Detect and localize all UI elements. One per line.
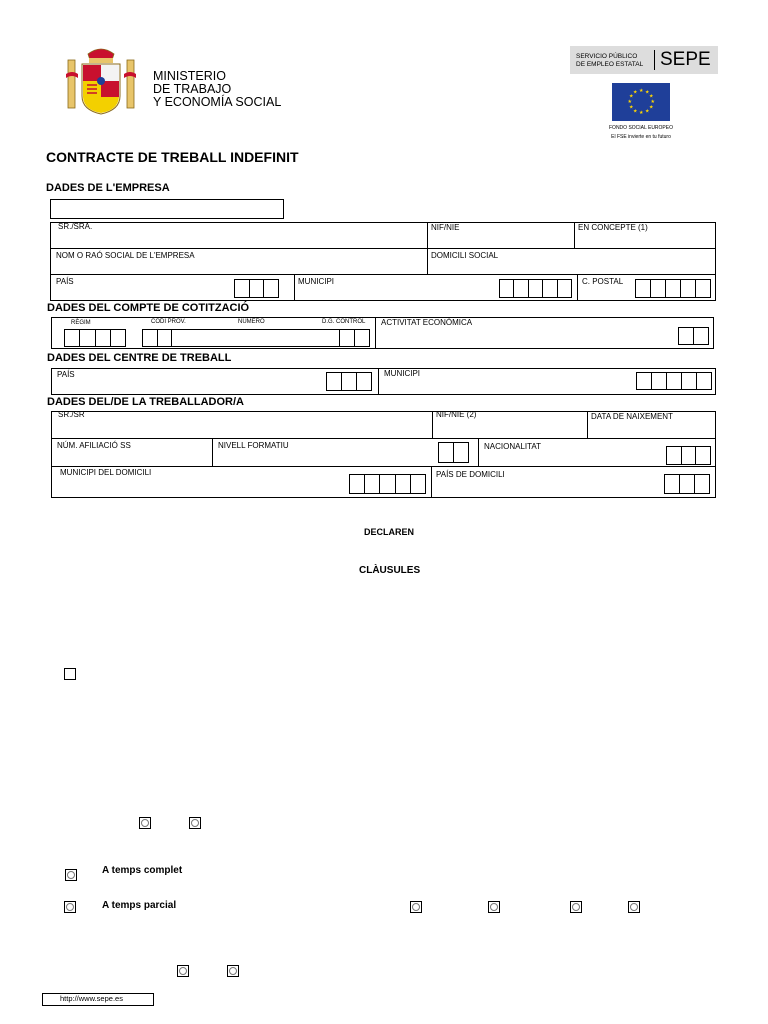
empresa-cpostal-cells[interactable] (635, 279, 711, 298)
treballador-nif-label: NIF/NIE (2) (436, 410, 477, 419)
svg-text:★: ★ (649, 93, 654, 100)
regim-label: RÈGIM (71, 320, 91, 326)
svg-text:★: ★ (633, 108, 638, 115)
dcontrol-cells[interactable] (339, 329, 370, 347)
bottom-option-checkbox-2[interactable] (227, 965, 239, 977)
footer-url-link[interactable]: http://www.sepe.es (60, 994, 123, 1003)
numero-field[interactable] (171, 329, 340, 347)
sepe-logo (570, 46, 718, 74)
parcial-option-checkbox-2[interactable] (488, 901, 500, 913)
treballador-pais-label: PAÍS DE DOMICILI (436, 470, 505, 479)
ministry-line-1: MINISTERIO (153, 69, 226, 83)
svg-text:★: ★ (645, 89, 650, 96)
parcial-option-checkbox-3[interactable] (570, 901, 582, 913)
sepe-subtitle-2: DE EMPLEO ESTATAL (576, 61, 644, 68)
empresa-sr-label: SR./SRA. (58, 222, 93, 231)
bottom-option-checkbox-1[interactable] (177, 965, 189, 977)
svg-text:★: ★ (629, 104, 634, 111)
ministry-line-3: Y ECONOMÍA SOCIAL (153, 95, 282, 109)
temps-complet-label: A temps complet (102, 865, 183, 876)
centre-heading: DADES DEL CENTRE DE TREBALL (47, 352, 232, 364)
svg-text:★: ★ (629, 93, 634, 100)
svg-text:★: ★ (649, 104, 654, 111)
svg-text:★: ★ (645, 108, 650, 115)
sepe-subtitle-1: SERVICIO PÚBLICO (576, 53, 638, 60)
empresa-table (50, 222, 716, 301)
empresa-nif-label: NIF/NIE (431, 223, 460, 232)
option-checkbox-1[interactable] (139, 817, 151, 829)
nacionalitat-cells[interactable] (666, 446, 711, 465)
activitat-label: ACTIVITAT ECONÒMICA (381, 318, 473, 327)
empresa-cpostal-label: C. POSTAL (582, 277, 624, 286)
declaren-heading: DECLAREN (364, 527, 415, 537)
ministry-line-2: DE TRABAJO (153, 82, 232, 96)
centre-municipi-cells[interactable] (636, 372, 712, 390)
temps-parcial-checkbox[interactable] (64, 901, 76, 913)
empresa-concepte-label: EN CONCEPTE (1) (578, 223, 648, 232)
parcial-option-checkbox-4[interactable] (628, 901, 640, 913)
svg-text:★: ★ (650, 99, 655, 105)
svg-text:★: ★ (639, 110, 644, 116)
svg-text:★: ★ (633, 89, 638, 96)
treballador-municipi-label: MUNICIPI DEL DOMICILI (60, 468, 152, 477)
document-title: CONTRACTE DE TREBALL INDEFINIT (46, 149, 299, 165)
codi-prov-label: CODI PROV. (151, 319, 186, 325)
temps-parcial-label: A temps parcial (102, 900, 177, 911)
treballador-nivell-label: NIVELL FORMATIU (218, 441, 289, 450)
sepe-wordmark: SEPE (660, 49, 711, 70)
empresa-pais-label: PAÍS (56, 277, 74, 286)
empresa-nom-label: NOM O RAÓ SOCIAL DE L'EMPRESA (56, 251, 195, 260)
svg-text:★: ★ (639, 88, 644, 94)
ministry-name (153, 70, 281, 109)
treballador-afiliacio-label: NÚM. AFILIACIÓ SS (57, 441, 131, 450)
empresa-municipi-label: MUNICIPI (298, 277, 334, 286)
empresa-municipi-cells[interactable] (499, 279, 572, 298)
municipi-domicili-cells[interactable] (349, 474, 426, 494)
option-checkbox-2[interactable] (189, 817, 201, 829)
centre-municipi-label: MUNICIPI (384, 369, 420, 378)
numero-label: NÚMERO (238, 319, 265, 325)
empresa-domicili-label: DOMICILI SOCIAL (431, 251, 499, 260)
empresa-pais-cells[interactable] (234, 279, 279, 298)
temps-complet-checkbox[interactable] (65, 869, 77, 881)
cotitzacio-heading: DADES DEL COMPTE DE COTITZACIÓ (47, 302, 250, 314)
eu-flag-icon (612, 83, 670, 121)
clause-checkbox[interactable] (64, 668, 76, 680)
treballador-nacionalitat-label: NACIONALITAT (484, 442, 542, 451)
codi-prov-cells[interactable] (142, 329, 172, 347)
treballador-sr-label: SR./SR (58, 410, 85, 419)
pais-domicili-cells[interactable] (664, 474, 710, 494)
empresa-top-field[interactable] (50, 199, 284, 219)
treballador-heading: DADES DEL/DE LA TREBALLADOR/A (47, 396, 244, 408)
empresa-heading: DADES DE L'EMPRESA (46, 182, 170, 194)
clausules-heading: CLÀUSULES (359, 565, 421, 576)
activitat-cells[interactable] (678, 327, 709, 345)
centre-pais-cells[interactable] (326, 372, 372, 391)
svg-text:★: ★ (627, 99, 632, 105)
dcontrol-label: D.G. CONTROL (322, 319, 366, 325)
coat-of-arms-logo (64, 44, 138, 118)
nivell-cells[interactable] (438, 442, 469, 463)
eu-fund-line-2: El FSE invierte en tu futuro (611, 134, 671, 140)
eu-fund-line-1: FONDO SOCIAL EUROPEO (609, 125, 673, 131)
centre-pais-label: PAÍS (57, 370, 75, 379)
treballador-naixement-label: DATA DE NAIXEMENT (591, 412, 673, 421)
parcial-option-checkbox-1[interactable] (410, 901, 422, 913)
regim-cells[interactable] (64, 329, 126, 347)
